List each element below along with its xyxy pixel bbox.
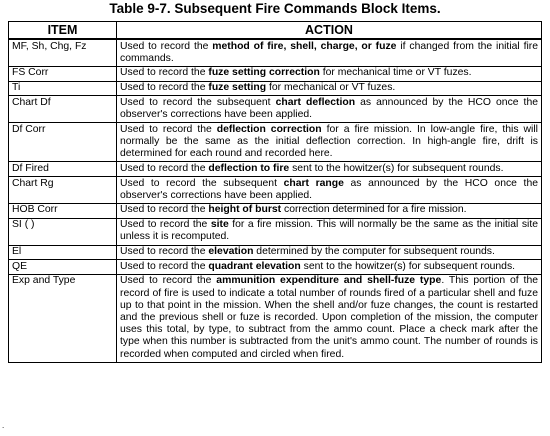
action-text: correction determined for a fire mission. xyxy=(281,204,467,216)
action-cell xyxy=(117,245,542,260)
table-row xyxy=(9,260,542,275)
item-cell: El xyxy=(9,245,117,260)
action-cell xyxy=(117,274,542,362)
action-cell xyxy=(117,260,542,275)
action-emphasis: chart range xyxy=(283,177,344,189)
column-header-item: ITEM xyxy=(9,22,117,40)
item-cell: SI ( ) xyxy=(9,218,117,245)
table-row xyxy=(9,39,542,66)
action-text: as announced by the HCO once the observer's corrections have been applied. xyxy=(120,96,539,121)
item-cell: HOB Corr xyxy=(9,203,117,218)
item-cell: Chart Df xyxy=(9,96,117,123)
action-emphasis: site xyxy=(210,219,229,231)
action-cell xyxy=(117,162,542,177)
table-row xyxy=(9,177,542,204)
action-text: . This portion of the record of fire is used to indicate a total number of rounds fired of a particular shell and fuze up to that point in the mission. When the shell and/or fuze changes, the count is restarted and the previous shell or fuze is recorded. Upon completion of the mission, the computer uses this total, by type, to subtract from the ammo count. Place a check mark after the type when this number is subtracted from the unit's ammo count. The number of rounds is recorded when computed and circled when fired. xyxy=(120,275,538,360)
table-row xyxy=(9,203,542,218)
action-text: Used to record the xyxy=(120,82,209,94)
header-row xyxy=(9,22,542,40)
item-cell: Exp and Type xyxy=(9,274,117,362)
action-text: Used to record the xyxy=(120,275,217,287)
table-row xyxy=(9,81,542,96)
commands-table xyxy=(8,21,542,363)
action-text: Used to record the subsequent xyxy=(120,177,284,189)
action-text: for mechanical time or VT fuzes. xyxy=(319,67,472,79)
action-text: Used to record the xyxy=(120,219,211,231)
action-emphasis: deflection to fire xyxy=(208,162,290,174)
action-cell xyxy=(117,66,542,81)
action-text: Used to record the xyxy=(120,40,213,52)
action-emphasis: fuze setting correction xyxy=(208,67,320,79)
action-text: for a fire mission. This will normally be the same as the initial site unless it is recomputed. xyxy=(120,219,538,243)
action-cell xyxy=(117,218,542,245)
action-text: Used to record the xyxy=(120,162,209,174)
action-cell xyxy=(117,177,542,204)
table-row xyxy=(9,245,542,260)
action-cell xyxy=(117,39,542,66)
action-text: sent to the howitzer(s) for subsequent rounds. xyxy=(300,260,516,272)
action-cell xyxy=(117,203,542,218)
action-text: determined by the computer for subsequent rounds. xyxy=(253,246,495,258)
action-emphasis: deflection correction xyxy=(216,123,322,135)
item-cell: Df Fired xyxy=(9,162,117,177)
table-row xyxy=(9,218,542,245)
action-emphasis: ammunition expenditure and shell-fuze type xyxy=(216,275,442,287)
action-text: Used to record the subsequent xyxy=(120,96,276,108)
action-text: for mechanical or VT fuzes. xyxy=(266,82,396,94)
action-text: as announced by the HCO once the observer's corrections have been applied. xyxy=(120,177,539,201)
corner-mark: . xyxy=(2,421,5,430)
action-emphasis: elevation xyxy=(208,246,254,258)
item-cell: FS Corr xyxy=(9,66,117,81)
action-text: Used to record the xyxy=(120,123,217,135)
action-text: Used to record the xyxy=(120,246,209,258)
action-emphasis: chart deflection xyxy=(275,96,356,108)
action-emphasis: method of fire, shell, charge, or fuze xyxy=(212,40,397,52)
action-cell xyxy=(117,123,542,162)
table-row xyxy=(9,123,542,162)
action-emphasis: height of burst xyxy=(208,204,282,216)
action-text: Used to record the xyxy=(120,67,209,79)
item-cell: Df Corr xyxy=(9,123,117,162)
table-row xyxy=(9,66,542,81)
item-cell: MF, Sh, Chg, Fz xyxy=(9,39,117,66)
item-cell: Chart Rg xyxy=(9,177,117,204)
action-text: sent to the howitzer(s) for subsequent rounds. xyxy=(289,162,504,174)
table-row xyxy=(9,274,542,362)
action-cell xyxy=(117,81,542,96)
action-cell xyxy=(117,96,542,123)
table-title: Table 9-7. Subsequent Fire Commands Block Items. xyxy=(109,1,441,16)
table-row xyxy=(9,96,542,123)
table-row xyxy=(9,162,542,177)
action-text: if changed from the initial fire commands. xyxy=(120,40,538,64)
table-body xyxy=(9,39,542,362)
action-text: Used to record the xyxy=(120,260,209,272)
action-emphasis: fuze setting xyxy=(208,82,267,94)
action-text: Used to record the xyxy=(120,204,209,216)
action-emphasis: quadrant elevation xyxy=(208,260,301,272)
item-cell: Ti xyxy=(9,81,117,96)
action-text: for a fire mission. In low-angle fire, this will normally be the same as the initial deflection correction. In high-angle fire, drift is determined for each round and recorded here. xyxy=(120,123,538,160)
column-header-action: ACTION xyxy=(117,22,542,40)
item-cell: QE xyxy=(9,260,117,275)
